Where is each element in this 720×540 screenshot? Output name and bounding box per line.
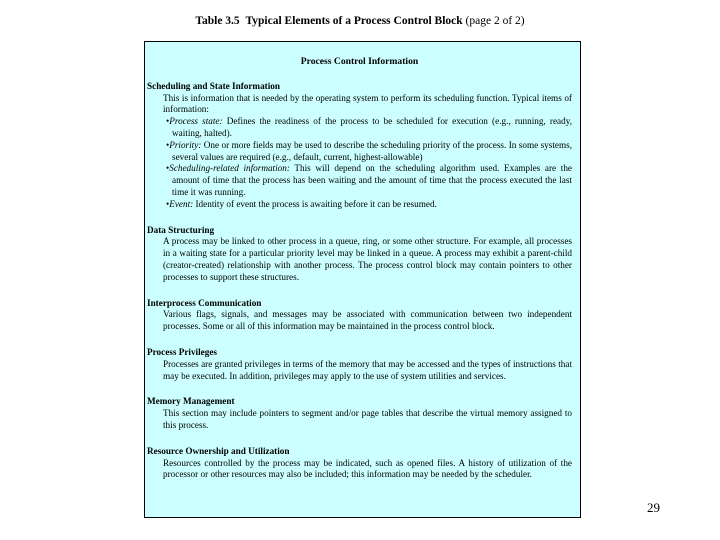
section-memory-management <box>147 396 572 431</box>
bullet-item: •Event: Identity of event the process is awaiting before it can be resumed. <box>166 198 437 209</box>
caption-title: Typical Elements of a Process Control Block <box>245 15 463 27</box>
bullet-item: •Priority: One or more fields may be used to describe the scheduling priority of the process. In some systems, several values are required (e.g., default, current, highest-allowable) <box>166 139 572 162</box>
section-heading: Resource Ownership and Utilization <box>147 445 290 456</box>
section-process-privileges <box>147 347 572 382</box>
section-body: A process may be linked to other process in a queue, ring, or some other structure. For example, all processes in a waiting state for a particular priority level may be linked in a queue. A process may exhibit a parent-child (creator-created) relationship with another process. The process control block may contain pointers to other processes to support these structures. <box>163 236 572 282</box>
bullet-text: Defines the readiness of the process to be scheduled for execution (e.g., running, ready, waiting, halted). <box>172 116 573 138</box>
bullet-text: Identity of event the process is awaiting before it can be resumed. <box>195 198 437 209</box>
section-heading: Process Privileges <box>147 346 217 357</box>
bullet-text: This will depend on the scheduling algorithm used. Examples are the amount of time that the process has been waiting and the amount of time that the process executed the last time it was running. <box>172 163 573 197</box>
table-title: Process Control Information <box>300 56 419 67</box>
bullet-item: •Scheduling-related information: This will depend on the scheduling algorithm used. Examples are the amount of time that the process has been waiting and the amount of time that the process executed the last time it was running. <box>166 163 573 197</box>
section-body: Various flags, signals, and messages may be associated with communication between two independent processes. Some or all of this information may be maintained in the process control block. <box>163 309 572 332</box>
bullet-term: Priority: <box>169 139 202 150</box>
section-data-structuring <box>147 225 572 284</box>
section-heading: Scheduling and State Information <box>147 80 280 91</box>
section-body: This section may include pointers to segment and/or page tables that describe the virtual memory assigned to this process. <box>163 408 572 430</box>
section-body: This is information that is needed by the operating system to perform its scheduling function. Typical items of information: <box>163 92 572 115</box>
page-number: 29 <box>647 500 660 515</box>
section-interprocess-communication <box>147 298 572 333</box>
bullet-term: Event: <box>169 198 194 209</box>
section-resource-ownership <box>147 446 572 481</box>
section-body: Processes are granted privileges in terms of the memory that may be accessed and the types of instructions that may be executed. In addition, privileges may apply to the use of system utilities and services. <box>163 358 572 381</box>
bullet-term: Scheduling-related information: <box>169 163 290 174</box>
bullet-term: Process state: <box>169 116 223 127</box>
bullet-text: One or more fields may be used to describe the scheduling priority of the process. In some systems, several values are required (e.g., default, current, highest-allowable) <box>172 139 572 162</box>
section-body: Resources controlled by the process may be indicated, such as opened files. A history of utilization of the processor or other resources may also be included; this information may be needed by the scheduler. <box>163 457 572 480</box>
section-heading: Interprocess Communication <box>147 297 262 308</box>
caption-label: Table 3.5 <box>195 15 240 27</box>
section-heading: Memory Management <box>147 396 235 407</box>
caption-suffix: (page 2 of 2) <box>465 15 525 27</box>
table-caption <box>0 14 720 28</box>
section-heading: Data Structuring <box>147 224 215 235</box>
section-scheduling <box>147 81 572 211</box>
process-control-table <box>144 41 581 518</box>
bullet-item: •Process state: Defines the readiness of the process to be scheduled for execution (e.g., running, ready, waiting, halted). <box>166 116 573 138</box>
